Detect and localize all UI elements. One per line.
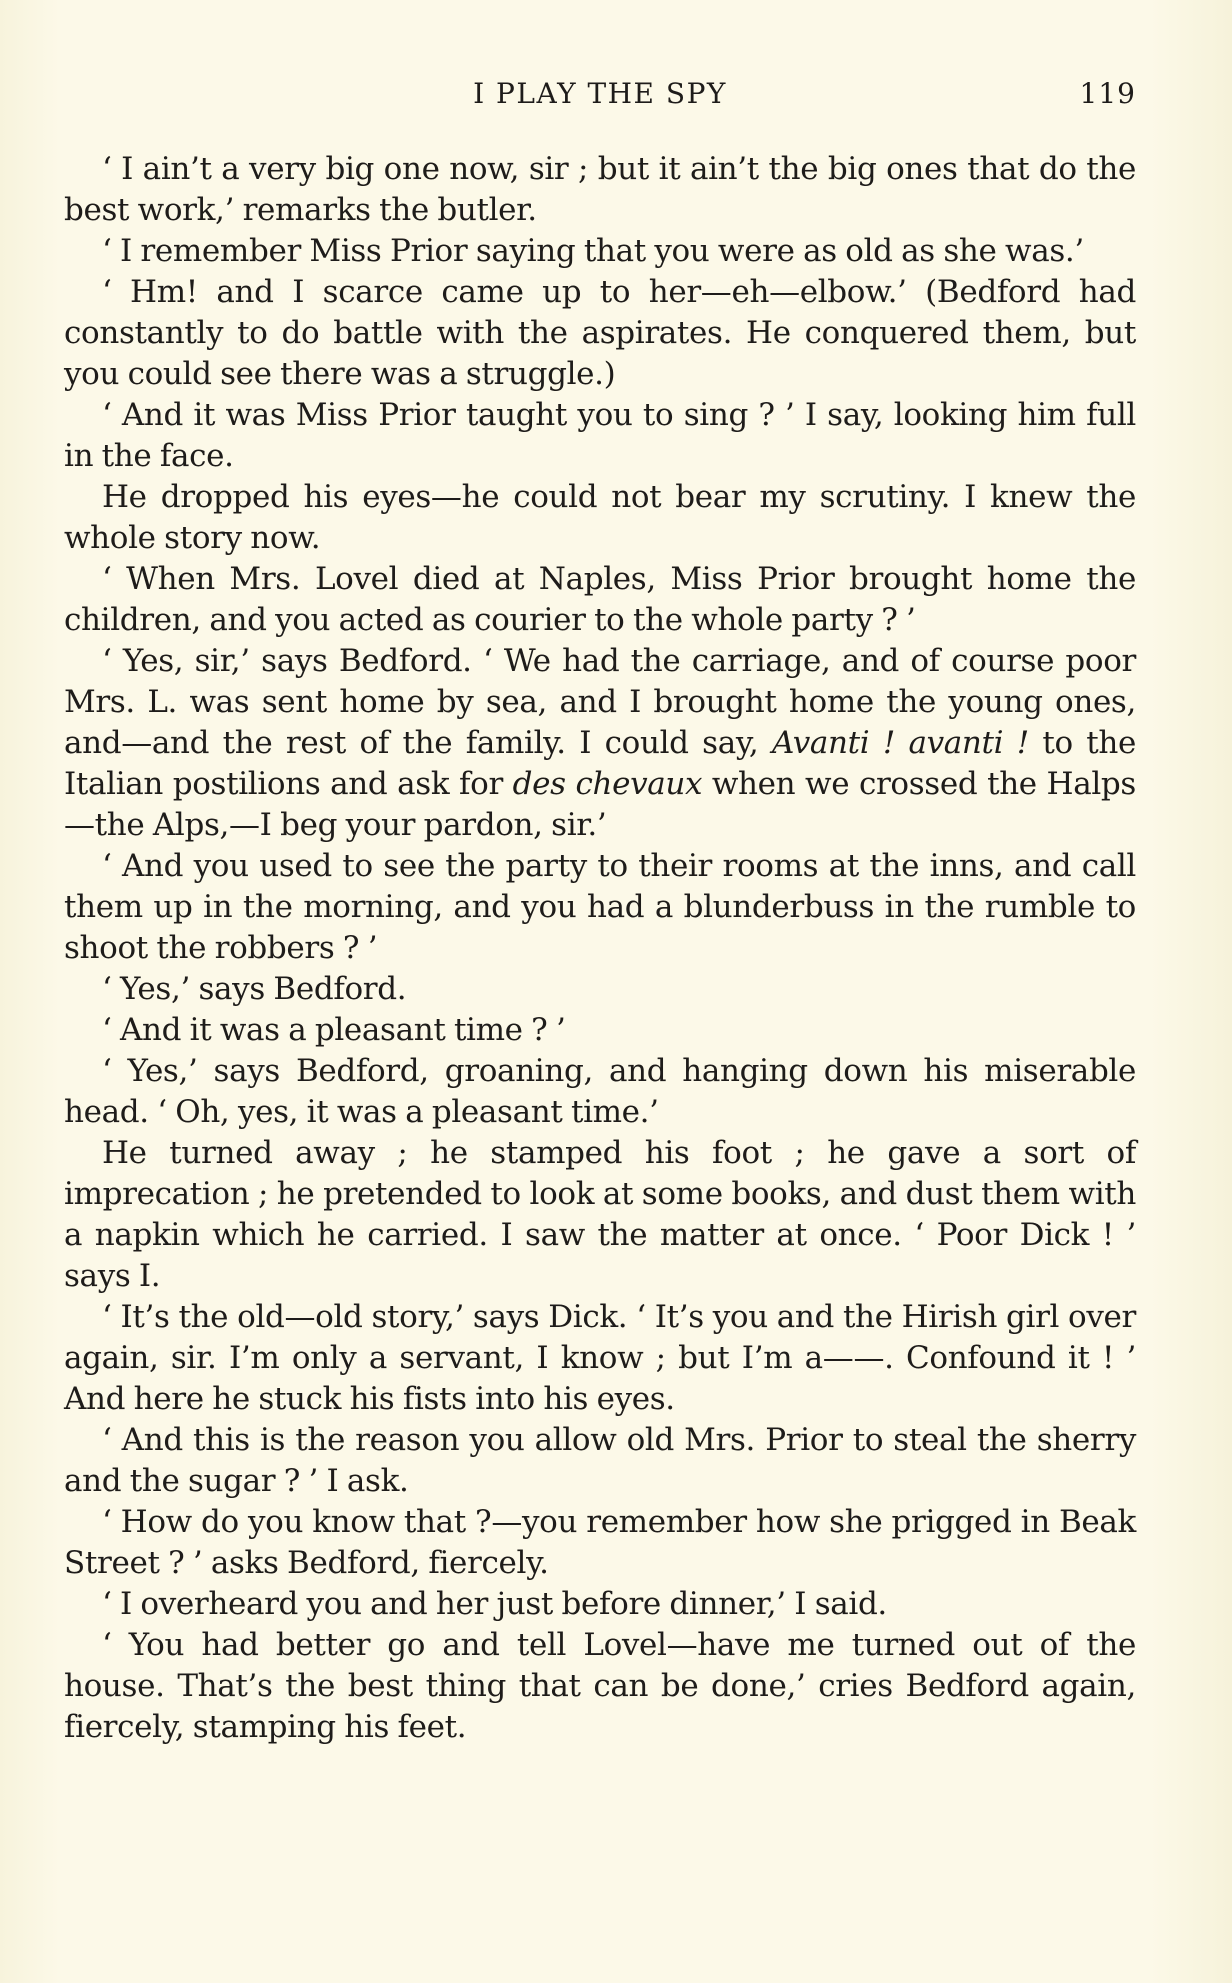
paragraph: ‘ How do you know that ?—you remember how she prigged in Beak Street ? ’ asks Bedford, fiercely.	[64, 1504, 1136, 1581]
paragraph: ‘ Yes,’ says Bedford.	[102, 971, 407, 1007]
running-head	[64, 72, 1136, 116]
text-run: ‘ Yes, sir,’ says Bedford. ‘ We had the carriage, and of course poor Mrs. L. was sent home by sea, and I brought home the young ones, and—and the rest of the family. I could say,	[64, 643, 1136, 761]
paragraph: ‘ And this is the reason you allow old Mrs. Prior to steal the sherry and the sugar ? ’ I ask.	[64, 1422, 1136, 1499]
paragraph: ‘ And it was Miss Prior taught you to sing ? ’ I say, looking him full in the face.	[64, 397, 1136, 474]
body-text	[64, 149, 1136, 1748]
paragraph: ‘ And it was a pleasant time ? ’	[102, 1012, 566, 1048]
paragraph: ‘ I overheard you and her just before dinner,’ I said.	[102, 1586, 887, 1622]
paragraph: ‘ Yes,’ says Bedford, groaning, and hanging down his miserable head. ‘ Oh, yes, it was a pleasant time.’	[64, 1053, 1136, 1130]
text-run: when we crossed the Halps—the Alps,—I beg your pardon, sir.’	[64, 766, 1136, 843]
paragraph	[64, 641, 1136, 846]
paragraph: ‘ You had better go and tell Lovel—have me turned out of the house. That’s the best thing that can be done,’ cries Bedford again, fiercely, stamping his feet.	[64, 1627, 1136, 1745]
paragraph: He dropped his eyes—he could not bear my scrutiny. I knew the whole story now.	[64, 479, 1136, 556]
paragraph: He turned away ; he stamped his foot ; he gave a sort of imprecation ; he pretended to look at some books, and dust them with a napkin which he carried. I saw the matter at once. ‘ Poor Dick ! ’ says I.	[64, 1135, 1136, 1294]
page-number: 119	[1079, 77, 1136, 110]
italic-phrase: Avanti ! avanti !	[771, 725, 1029, 761]
paragraph: ‘ It’s the old—old story,’ says Dick. ‘ It’s you and the Hirish girl over again, sir. I’m only a servant, I know ; but I’m a——. Confound it ! ’ And here he stuck his fists into his eyes.	[64, 1299, 1136, 1417]
paragraph: ‘ When Mrs. Lovel died at Naples, Miss Prior brought home the children, and you acted as courier to the whole party ? ’	[64, 561, 1136, 638]
text-run: to the Italian postilions and ask for	[64, 725, 1136, 802]
paragraph: ‘ Hm! and I scarce came up to her—eh—elbow.’ (Bedford had constantly to do battle with the aspirates. He conquered them, but you could see there was a struggle.)	[64, 274, 1136, 392]
paragraph: ‘ I remember Miss Prior saying that you were as old as she was.’	[102, 233, 1084, 269]
italic-phrase: des chevaux	[512, 766, 703, 802]
running-title: I PLAY THE SPY	[473, 77, 727, 110]
paragraph: ‘ And you used to see the party to their rooms at the inns, and call them up in the morning, and you had a blunderbuss in the rumble to shoot the robbers ? ’	[64, 848, 1136, 966]
paragraph: ‘ I ain’t a very big one now, sir ; but it ain’t the big ones that do the best work,’ remarks the butler.	[64, 151, 1136, 228]
